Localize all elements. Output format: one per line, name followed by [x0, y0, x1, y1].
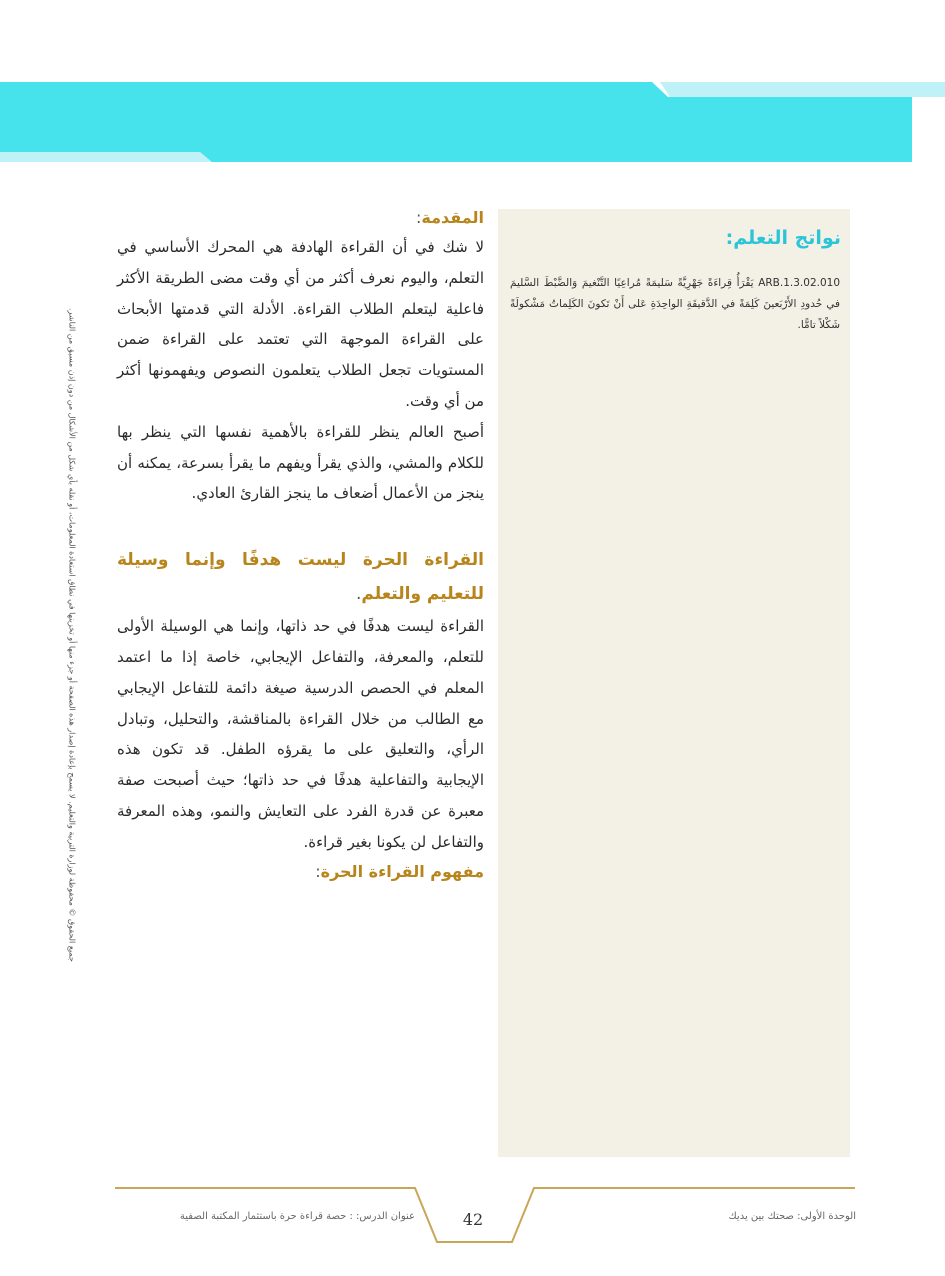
- page-number: 42: [462, 1210, 484, 1229]
- copyright-note: جميع الحقوق © محفوظة لوزارة التربية والتعليم. لا يسمح بإعادة إصدار هذه الصفحة أو جزء منها أو تخزينها في نطاق استعادة المعلومات، أو نقله بأي شكل من الأشكال من دون إذن مسبق من الناشر.: [67, 308, 77, 962]
- learning-outcomes-panel: [498, 209, 850, 1157]
- outcome-description: يَقْرَأُ قِراءَةً جَهْرِيَّةً سَليمَةً مُراعِيًا التَّنْغيمَ وَالضَّبْطَ السَّليمَ في حُدودِ الأَرْبَعينَ كَلِمَةً في الدَّقيقَةِ الواحِدَةِ عَلى أَنْ تَكونَ الكَلِماتُ مَشْكولَةً شَكْلاً تامًّا.: [510, 277, 840, 331]
- main-content: [117, 204, 484, 886]
- concept-heading: مفهوم القراءة الحرة:: [315, 861, 484, 881]
- intro-heading: المقدمة:: [416, 208, 484, 227]
- header-light-strip: [660, 82, 945, 97]
- unit-title: الوحدة الأولى: صحتك بين يديك: [728, 1211, 856, 1222]
- section-paragraph: القراءة ليست هدفًا في حد ذاتها، وإنما هي الوسيلة الأولى للتعلم، والمعرفة، والتفاعل الإيجابي، خاصة إذا ما اعتمد المعلم في الحصص الدرسية صيغة دائمة للتفاعل الإيجابي مع الطالب من خلال القراءة بالمناقشة، والتحليل، وتبادل الرأي، والتعليق على ما يقرؤه الطفل. قد تكون هذه الإيجابية والتفاعلية هدفًا في حد ذاتها؛ حيث أصبحت صفة معبرة عن قدرة الفرد على التعايش والنمو، وهذه المعرفة والتفاعل لن يكونا بغير قراءة.: [117, 617, 484, 851]
- intro-paragraph-2: أصبح العالم ينظر للقراءة بالأهمية نفسها التي ينظر بها للكلام والمشي، والذي يقرأ ويفهم ما يقرأ بسرعة، يمكنه أن ينجز من الأعمال أضعاف ما ينجز القارئ العادي.: [117, 422, 484, 503]
- header-notch: [0, 152, 212, 162]
- lesson-title: عنوان الدرس: : حصة قراءة حرة باستثمار المكتبة الصفية: [179, 1211, 415, 1222]
- intro-paragraph-1: لا شك في أن القراءة الهادفة هي المحرك الأساسي في التعلم، واليوم نعرف أكثر من أي وقت مضى الطريقة الأكثر فاعلية ليتعلم الطلاب القراءة. الأدلة التي قدمتها الأبحاث على القراءة الموجهة التي تعتمد على القراءة ضمن المستويات تجعل الطلاب يتعلمون النصوص ويفهمونها أكثر من أي وقت.: [117, 238, 484, 410]
- learning-outcome-text: [510, 273, 840, 336]
- section-heading: القراءة الحرة ليست هدفًا وإنما وسيلة للتعليم والتعلم.: [117, 550, 484, 605]
- learning-outcomes-title: نواتج التعلم:: [725, 227, 841, 249]
- outcome-code: ARB.1.3.02.010: [758, 277, 840, 289]
- header-banner: [0, 0, 945, 175]
